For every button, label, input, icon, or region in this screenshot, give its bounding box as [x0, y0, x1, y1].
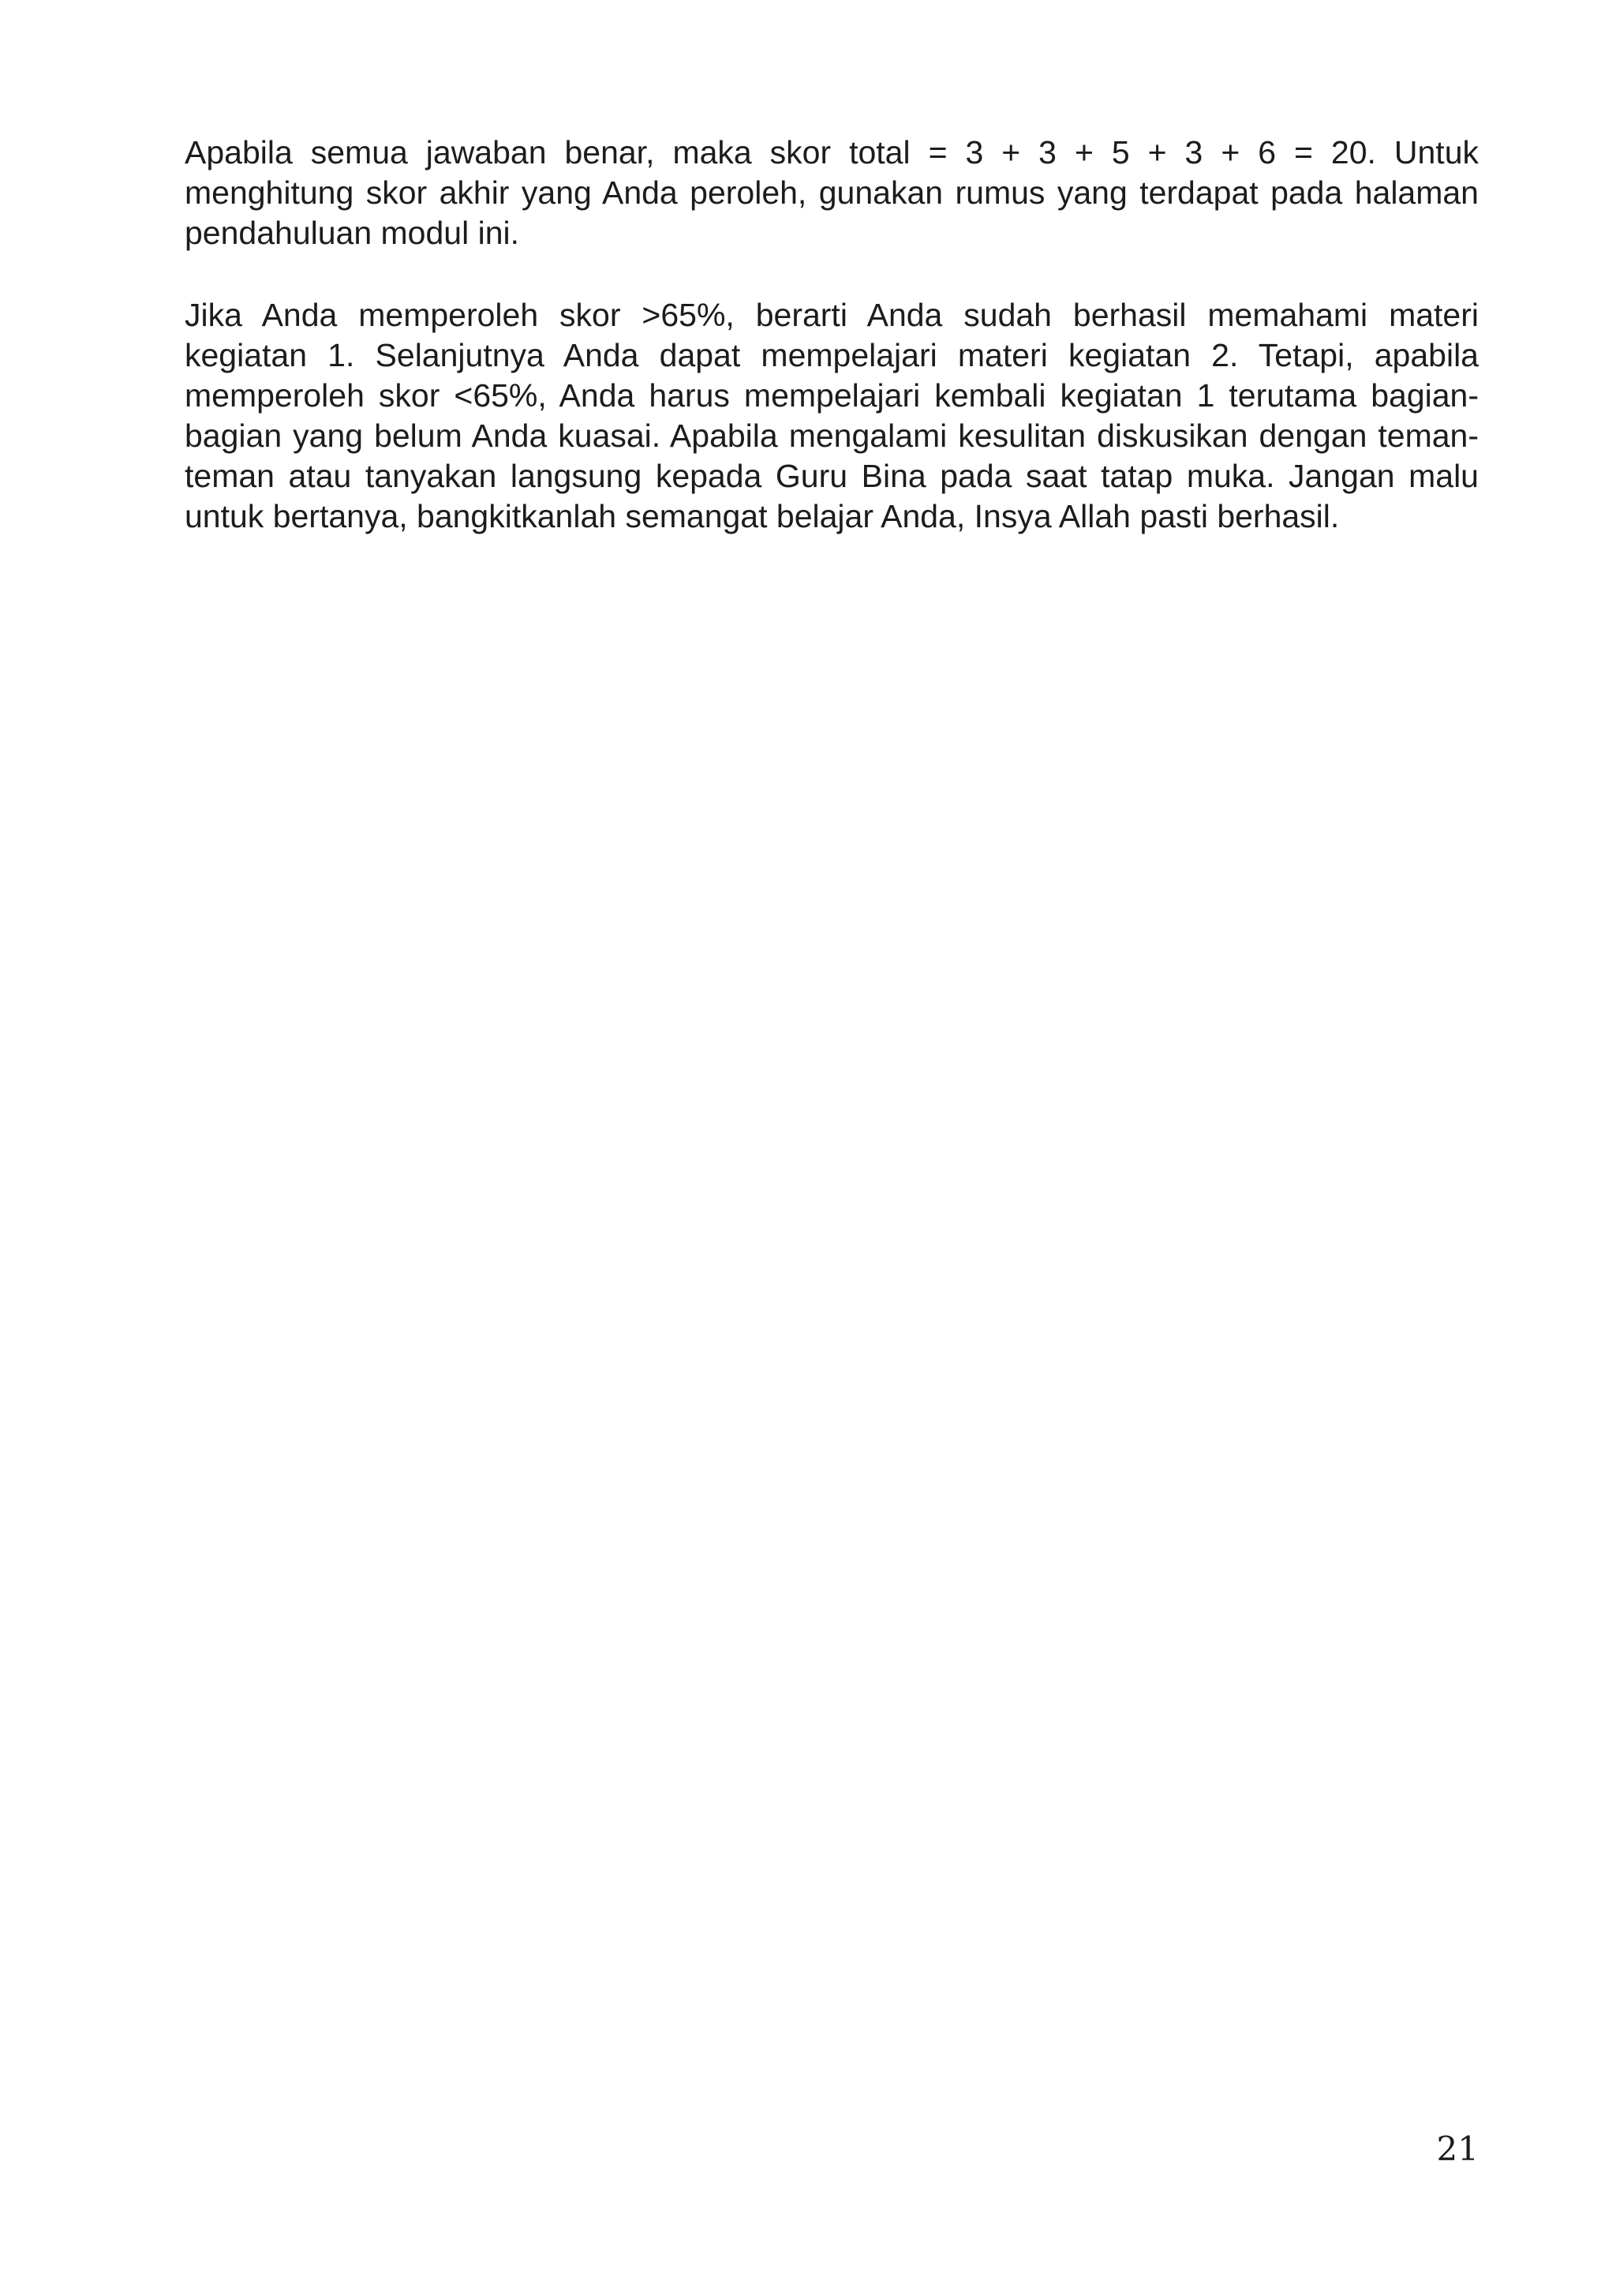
score-guidance-paragraph: Jika Anda memperoleh skor >65%, berarti Anda sudah berhasil memahami materi kegiatan 1. Selanjutnya Anda dapat mempelajari materi kegiatan 2. Tetapi, apabila memperoleh skor <65%, Anda harus mempelajari kembali kegiatan 1 terutama bagian-bagian yang belum Anda kuasai. Apabila mengalami kesulitan diskusikan dengan teman-teman atau tanyakan langsung kepada Guru Bina pada saat tatap muka. Jangan malu untuk bertanya, bangkitkanlah semangat belajar Anda, Insya Allah pasti berhasil. [185, 297, 1479, 534]
page-number: 21 [1436, 2129, 1479, 2168]
score-total-paragraph: Apabila semua jawaban benar, maka skor total = 3 + 3 + 5 + 3 + 6 = 20. Untuk menghitung skor akhir yang Anda peroleh, gunakan rumus yang terdapat pada halaman pendahuluan modul ini. [185, 134, 1479, 251]
page-body [185, 133, 1479, 537]
